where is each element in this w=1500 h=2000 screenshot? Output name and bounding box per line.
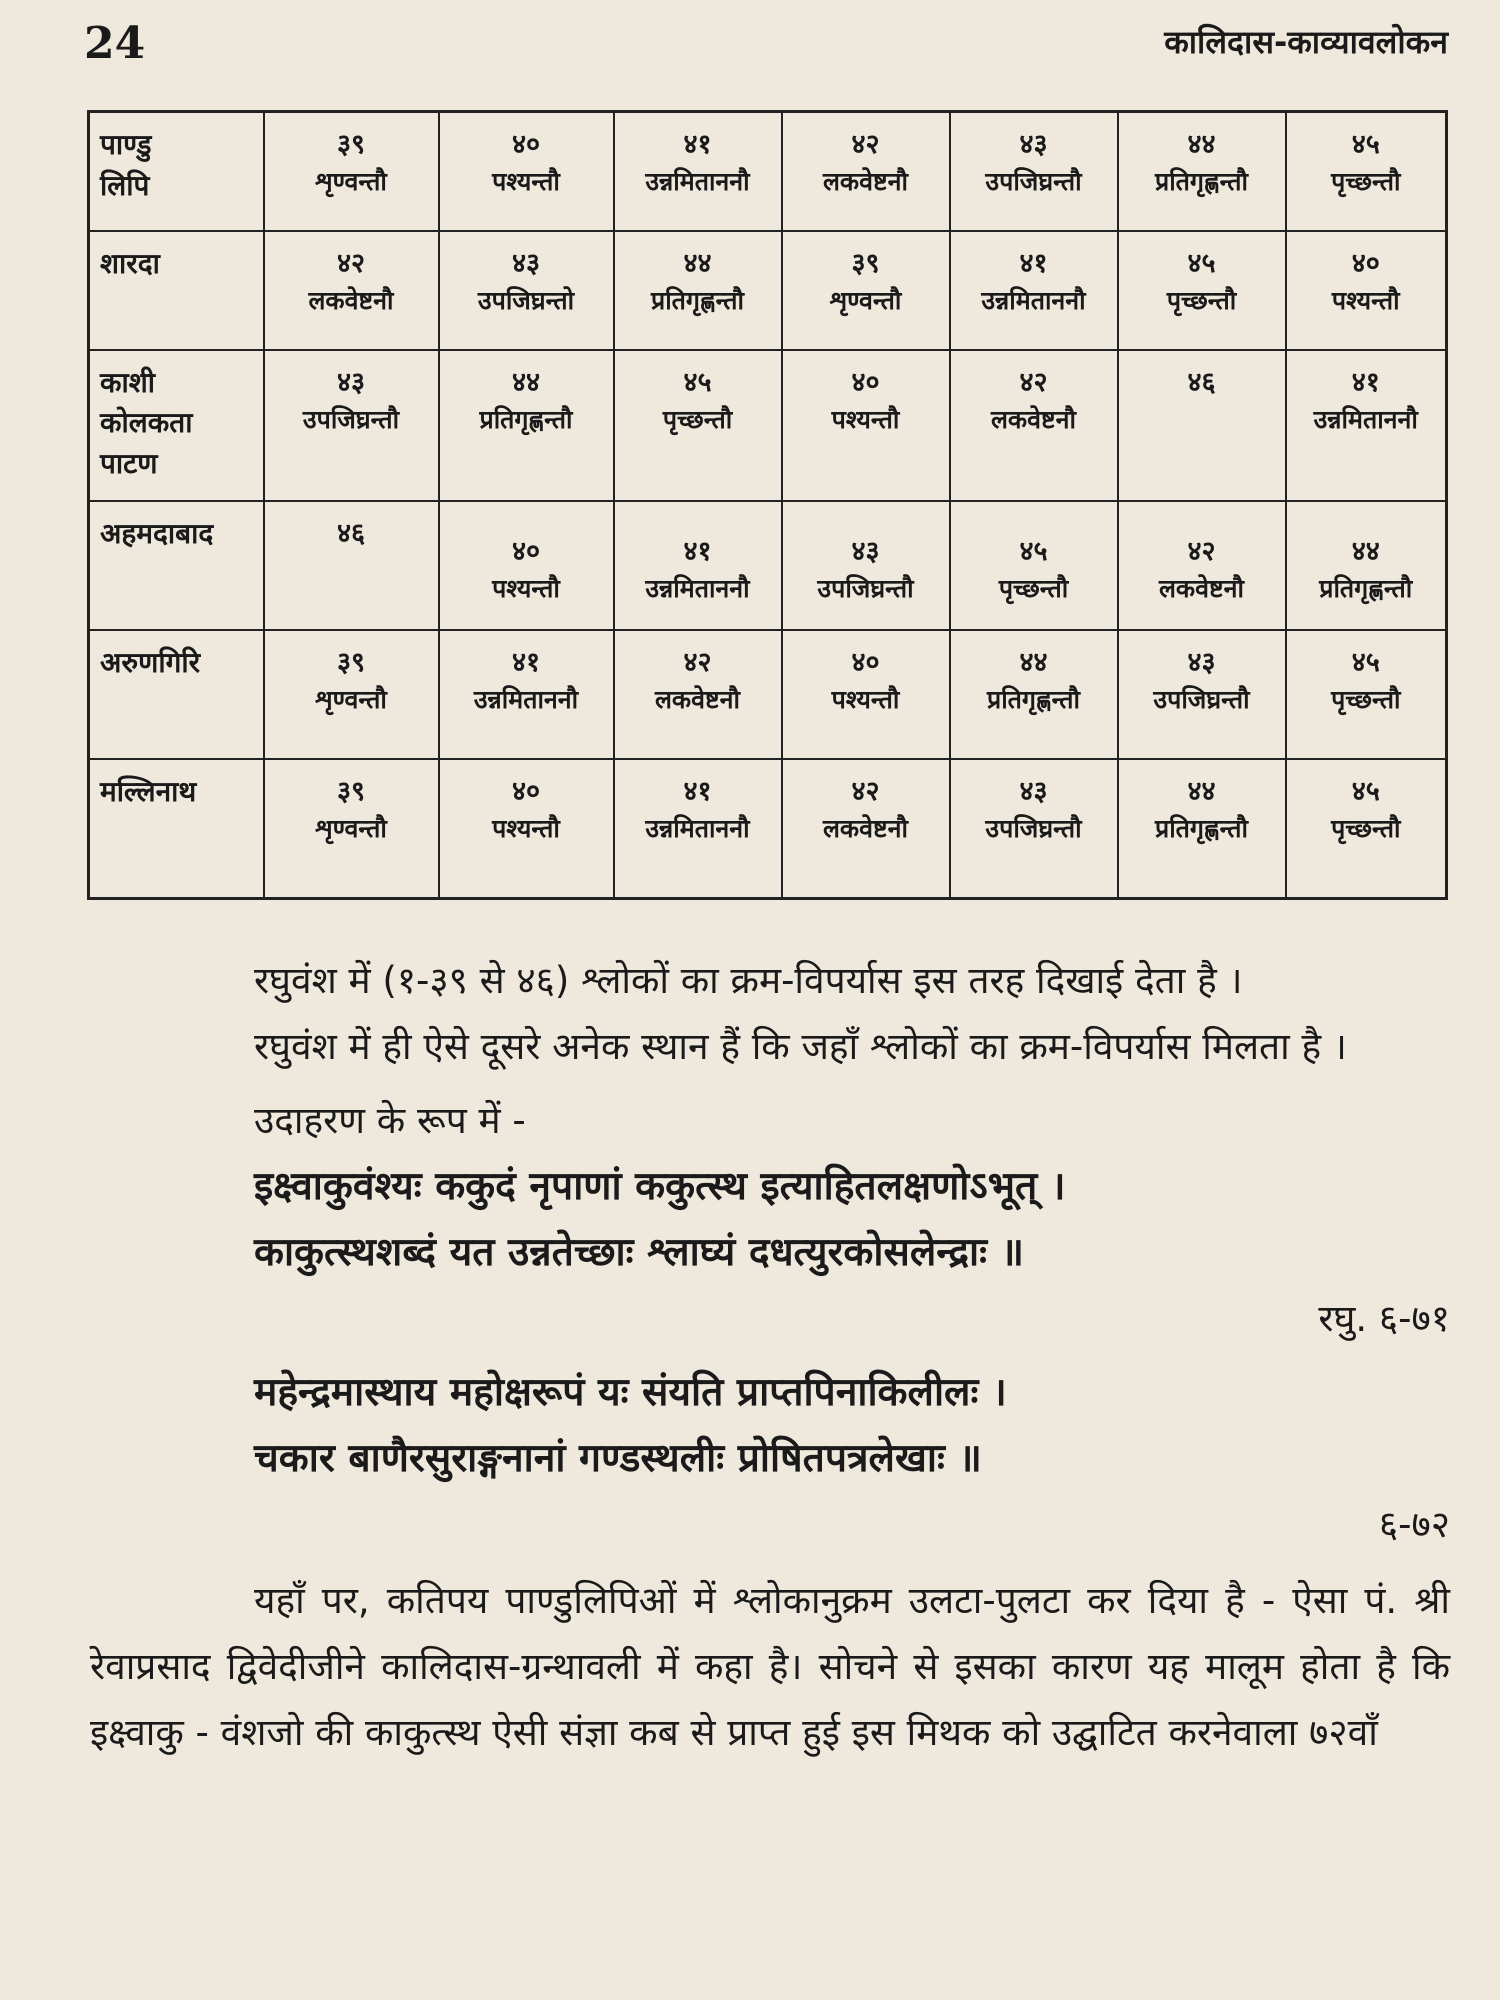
verse-number: ४३ xyxy=(1019,129,1048,160)
verse-number: ४६ xyxy=(336,517,366,549)
verse-cell xyxy=(439,759,614,898)
manuscript-name-line: अरुणगिरि xyxy=(100,646,201,680)
verse-cell xyxy=(264,759,439,898)
verse-cell xyxy=(950,759,1118,898)
verse-word: लकवेष्टनौ xyxy=(308,285,394,315)
manuscript-name-line: पाण्डु xyxy=(100,128,152,161)
paragraph-3: यहाँ पर, कतिपय पाण्डुलिपिओं में श्लोकानुक्रम उलटा-पुलटा कर दिया है - ऐसा पं. श्री रेवाप्रसाद द्विवेदीजीने कालिदास-ग्रन्थावली में कहा है। सोचने से इसका कारण यह मालूम होता है कि इक्ष्वाकु - वंशजो की काकुत्स्थ ऐसी संज्ञा कब से प्राप्त हुई इस मिथक को उद्घाटित करनेवाला ७२वाँ xyxy=(90,1579,1450,1754)
manuscript-name xyxy=(89,350,264,501)
manuscript-name xyxy=(89,501,264,630)
paragraph-2: रघुवंश में ही ऐसे दूसरे अनेक स्थान हैं कि जहाँ श्लोकों का क्रम-विपर्यास मिलता है । xyxy=(254,1025,1347,1068)
verse-word: पृच्छन्तौ xyxy=(662,404,733,434)
verse-cell xyxy=(439,112,614,231)
verse-word: प्रतिगृह्णन्तौ xyxy=(1319,574,1413,604)
verse-number: ४३ xyxy=(1187,647,1216,679)
paragraph-1: रघुवंश में (१-३९ से ४६) श्लोकों का क्रम-विपर्यास इस तरह दिखाई देता है । xyxy=(254,959,1243,1002)
table-row xyxy=(89,350,1447,501)
verse-1-reference: रघु. ६-७१ xyxy=(1318,1297,1450,1340)
verse-number: ४३ xyxy=(851,535,880,567)
verse-word: पश्यन्तौ xyxy=(831,404,900,434)
verse-2-line-2: चकार बाणैरसुराङ्गनानां गण्डस्थलीः प्रोषितपत्रलेखाः ॥ xyxy=(254,1436,982,1481)
verse-word: उन्नमिताननौ xyxy=(645,814,750,844)
verse-number: ३९ xyxy=(336,776,366,808)
verse-cell xyxy=(439,350,614,501)
verse-cell xyxy=(1118,501,1286,630)
verse-word: पृच्छन्तौ xyxy=(1166,285,1237,315)
verse-cell xyxy=(614,231,782,350)
verse-cell xyxy=(950,112,1118,231)
verse-number: ४१ xyxy=(683,129,712,160)
manuscript-name-line: पाटण xyxy=(100,446,158,480)
verse-word: प्रतिगृह्णन्तौ xyxy=(479,404,573,434)
verse-word: लकवेष्टनौ xyxy=(654,685,740,715)
verse-cell xyxy=(950,350,1118,501)
verse-number: ४१ xyxy=(683,776,712,808)
verse-cell xyxy=(614,759,782,898)
verse-cell xyxy=(264,112,439,231)
verse-number: ४४ xyxy=(1187,129,1216,160)
verse-cell xyxy=(614,630,782,759)
verse-word: उपजिघ्रन्तौ xyxy=(817,574,914,604)
verse-word: पृच्छन्तौ xyxy=(1331,685,1401,715)
verse-number: ४२ xyxy=(851,776,880,808)
manuscript-name-line: कोलकता xyxy=(100,406,193,440)
manuscript-name xyxy=(89,112,264,231)
verse-cell xyxy=(1286,350,1447,501)
verse-word: पश्यन्तौ xyxy=(492,814,560,844)
verse-cell xyxy=(1118,759,1286,898)
verse-word: शृण्वन्तौ xyxy=(315,167,387,197)
manuscript-name xyxy=(89,231,264,350)
verse-number: ४४ xyxy=(1351,535,1380,567)
verse-word: पृच्छन्तौ xyxy=(998,574,1069,604)
verse-number: ४० xyxy=(511,129,541,160)
verse-number: ४४ xyxy=(1187,776,1216,808)
verse-word: लकवेष्टनौ xyxy=(822,814,908,844)
verse-2-line-1: महेन्द्रमास्थाय महोक्षरूपं यः संयति प्राप्तपिनाकिलीलः । xyxy=(254,1370,1007,1415)
manuscript-name xyxy=(89,759,264,898)
verse-number: ४२ xyxy=(851,129,880,160)
verse-word: उपजिघ्रन्तौ xyxy=(1153,685,1250,715)
verse-cell xyxy=(1118,350,1286,501)
verse-cell xyxy=(782,112,950,231)
verse-cell xyxy=(1118,112,1286,231)
verse-word: पृच्छन्तौ xyxy=(1331,814,1401,844)
verse-cell xyxy=(1286,630,1447,759)
verse-number: ४२ xyxy=(683,647,712,679)
verse-word: पृच्छन्तौ xyxy=(1331,167,1401,197)
verse-word: पश्यन्तौ xyxy=(492,167,560,197)
verse-cell xyxy=(950,231,1118,350)
verse-1-line-2: काकुत्स्थशब्दं यत उन्नतेच्छाः श्लाघ्यं दधत्युरकोसलेन्द्राः ॥ xyxy=(254,1230,1024,1275)
verse-word: लकवेष्टनौ xyxy=(1158,574,1244,604)
verse-number: ४० xyxy=(851,647,880,679)
verse-number: ४० xyxy=(851,366,880,398)
verse-cell xyxy=(950,501,1118,630)
manuscript-name-line: शारदा xyxy=(100,246,160,280)
verse-2-reference: ६-७२ xyxy=(1378,1503,1450,1546)
verse-cell xyxy=(614,501,782,630)
verse-word: उपजिघ्रन्तौ xyxy=(985,814,1082,844)
verse-number: ३९ xyxy=(336,647,366,679)
verse-number: ४५ xyxy=(1351,129,1380,160)
manuscript-name-line: काशी xyxy=(100,365,156,399)
verse-cell xyxy=(439,630,614,759)
verse-number: ४१ xyxy=(1019,247,1048,279)
verse-number: ४३ xyxy=(336,366,366,398)
verse-number: ४० xyxy=(1351,247,1380,279)
verse-word: शृण्वन्तौ xyxy=(315,814,387,844)
verse-word: लकवेष्टनौ xyxy=(822,167,908,197)
manuscript-name-line: अहमदाबाद xyxy=(100,516,214,550)
verse-word: प्रतिगृह्णन्तौ xyxy=(650,285,745,315)
verse-cell xyxy=(264,350,439,501)
verse-word: प्रतिगृह्णन्तौ xyxy=(1154,167,1249,197)
verse-cell xyxy=(950,630,1118,759)
verse-word: शृण्वन्तौ xyxy=(315,685,387,715)
verse-number: ४३ xyxy=(511,247,541,279)
verse-cell xyxy=(782,231,950,350)
verse-cell xyxy=(614,112,782,231)
verse-cell xyxy=(1286,759,1447,898)
verse-word: उन्नमिताननौ xyxy=(473,685,579,715)
verse-number: ४४ xyxy=(511,366,541,398)
verse-number: ४१ xyxy=(511,647,541,679)
verse-cell xyxy=(1118,231,1286,350)
verse-number: ४५ xyxy=(1019,535,1048,567)
verse-number: ४५ xyxy=(1187,247,1216,279)
verse-number: ४२ xyxy=(1019,366,1048,398)
verse-word: शृण्वन्तौ xyxy=(829,285,902,315)
verse-word: प्रतिगृह्णन्तौ xyxy=(1154,814,1249,844)
example-intro: उदाहरण के रूप में - xyxy=(254,1099,526,1142)
page-number: 24 xyxy=(84,18,146,69)
verse-word: उन्नमिताननौ xyxy=(1313,404,1418,434)
body-text xyxy=(90,948,1450,1766)
verse-word: उपजिघ्रन्तौ xyxy=(985,167,1082,197)
verse-cell xyxy=(614,350,782,501)
verse-number: ४१ xyxy=(683,535,712,567)
verse-cell xyxy=(439,501,614,630)
verse-number: ४३ xyxy=(1019,776,1048,808)
verse-number: ४४ xyxy=(683,247,712,279)
table-row xyxy=(89,501,1447,630)
verse-cell xyxy=(264,501,439,630)
verse-word: प्रतिगृह्णन्तौ xyxy=(986,685,1081,715)
table-row xyxy=(89,112,1447,231)
verse-word: पश्यन्तौ xyxy=(492,574,560,604)
verse-cell xyxy=(264,630,439,759)
verse-number: ४० xyxy=(511,776,541,808)
verse-number: ४० xyxy=(511,535,541,567)
verse-word: लकवेष्टनौ xyxy=(990,404,1076,434)
verse-cell xyxy=(782,630,950,759)
manuscript-order-table xyxy=(87,110,1448,900)
verse-word: उन्नमिताननौ xyxy=(645,574,750,604)
verse-number: ४५ xyxy=(683,366,712,398)
verse-cell xyxy=(1118,630,1286,759)
verse-number: ४१ xyxy=(1351,366,1380,398)
verse-number: ४४ xyxy=(1019,647,1048,679)
manuscript-name-line: मल्लिनाथ xyxy=(100,775,197,809)
manuscript-name xyxy=(89,630,264,759)
verse-word: उपजिघ्रन्तो xyxy=(477,285,575,315)
verse-cell xyxy=(439,231,614,350)
verse-number: ४२ xyxy=(1187,535,1216,567)
running-title: कालिदास-काव्यावलोकन xyxy=(1164,23,1448,61)
verse-number: ४५ xyxy=(1351,776,1380,808)
verse-word: पश्यन्तौ xyxy=(1331,285,1400,315)
verse-word: उपजिघ्रन्तौ xyxy=(302,404,400,434)
verse-cell xyxy=(782,501,950,630)
table-row xyxy=(89,759,1447,898)
verse-number: ४२ xyxy=(336,247,366,279)
verse-cell xyxy=(1286,112,1447,231)
verse-word: उन्नमिताननौ xyxy=(981,285,1086,315)
verse-cell xyxy=(782,759,950,898)
manuscript-name-line: लिपि xyxy=(100,168,150,202)
verse-cell xyxy=(1286,501,1447,630)
verse-number: ३९ xyxy=(851,247,880,279)
verse-number: ४५ xyxy=(1351,647,1380,679)
verse-word: उन्नमिताननौ xyxy=(645,167,750,197)
verse-1-line-1: इक्ष्वाकुवंश्यः ककुदं नृपाणां ककुत्स्थ इत्याहितलक्षणोऽभूत् । xyxy=(254,1164,1066,1209)
verse-cell xyxy=(264,231,439,350)
verse-cell xyxy=(782,350,950,501)
verse-number: ४६ xyxy=(1187,366,1216,398)
verse-word: पश्यन्तौ xyxy=(831,685,900,715)
verse-cell xyxy=(1286,231,1447,350)
verse-number: ३९ xyxy=(336,129,366,160)
table-row xyxy=(89,630,1447,759)
table-row xyxy=(89,231,1447,350)
